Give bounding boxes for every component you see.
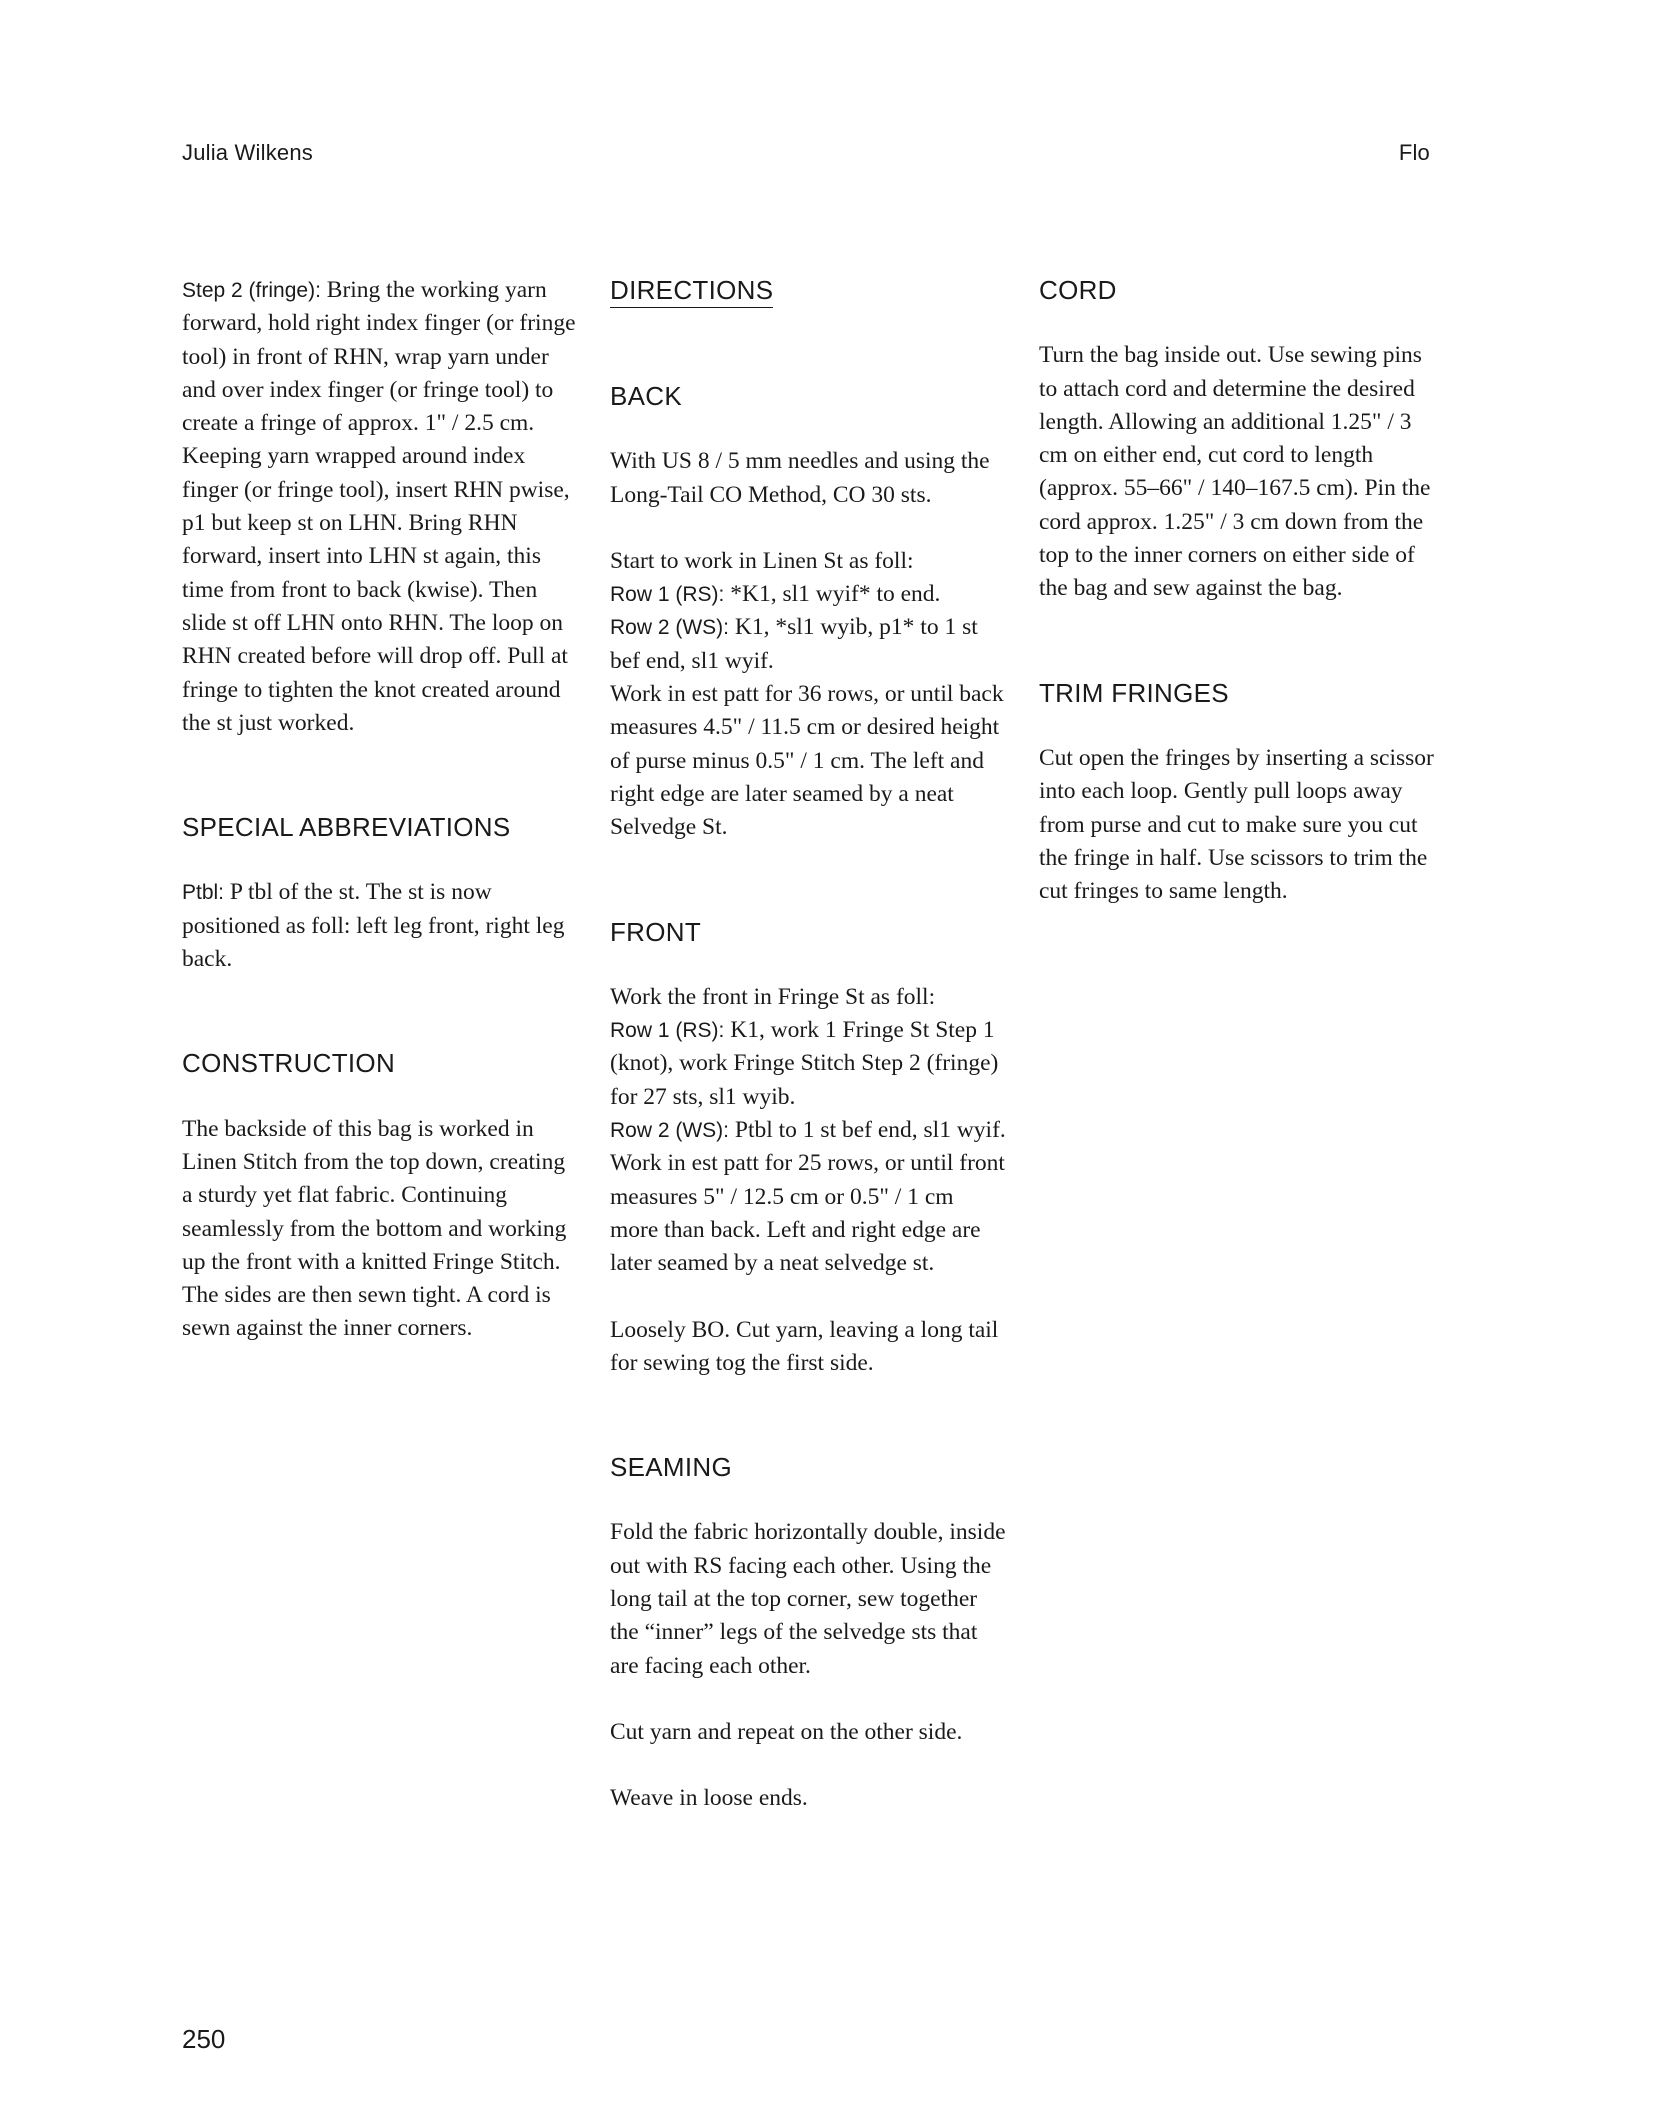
seaming-paragraph-3: Weave in loose ends. <box>610 1785 808 1812</box>
special-abbreviations-heading: SPECIAL ABBREVIATIONS <box>182 812 511 843</box>
back-intro: Start to work in Linen St as foll: <box>610 547 914 574</box>
cord-heading: CORD <box>1039 275 1117 305</box>
front-row2-text: Ptbl to 1 st bef end, sl1 wyif. <box>734 1117 1006 1144</box>
back-row2-text: K1, *sl1 wyib, p1* to 1 st bef end, sl1 wyif. <box>610 614 978 674</box>
front-bind-off-paragraph: Loosely BO. Cut yarn, leaving a long tail for sewing tog the first side. <box>610 1316 999 1376</box>
page-number: 250 <box>182 2024 226 2054</box>
front-heading: FRONT <box>610 916 702 947</box>
directions-heading <box>610 274 1006 308</box>
column-left <box>182 274 578 1346</box>
cord-paragraph: Turn the bag inside out. Use sewing pins to attach cord and determine the desired length. Allowing an additional 1.25" / 3 cm on either end, cut cord to length (approx. 55–66" / 140–167.5 cm). Pin the cord approx. 1.25" / 3 cm down from the top to the inner corners on either side of the bag and sew against the bag. <box>1039 342 1431 602</box>
back-row2-label: Row 2 (WS): <box>610 616 730 640</box>
back-row1-text: *K1, sl1 wyif* to end. <box>730 581 941 608</box>
running-head-title: Flo <box>1398 140 1430 165</box>
ptbl-label: Ptbl: <box>182 881 225 905</box>
back-heading: BACK <box>610 381 683 411</box>
column-right <box>1039 274 1435 908</box>
ptbl-paragraph <box>182 876 578 976</box>
seaming-heading: SEAMING <box>610 1452 733 1483</box>
front-pattern-paragraph <box>610 981 1006 1281</box>
front-continue-text: Work in est patt for 25 rows, or until front measures 5" / 12.5 cm or 0.5" / 1 cm more than back. Left and right edge are later seamed by a neat selvedge st. <box>610 1150 1005 1277</box>
trim-fringes-paragraph: Cut open the fringes by inserting a scissor into each loop. Gently pull loops away from purse and cut to make sure you cut the fringe in half. Use scissors to trim the cut fringes to same length. <box>1039 744 1434 905</box>
back-pattern-paragraph <box>610 545 1006 845</box>
front-intro: Work the front in Fringe St as foll: <box>610 983 936 1010</box>
seaming-paragraph-2: Cut yarn and repeat on the other side. <box>610 1718 963 1745</box>
construction-paragraph: The backside of this bag is worked in Linen Stitch from the top down, creating a sturdy yet flat fabric. Continuing seamlessly from the bottom and working up the front with a knitted Fringe Stitch. The sides are then sewn tight. A cord is sewn against the inner corners. <box>182 1115 567 1342</box>
directions-heading-text: DIRECTIONS <box>610 275 773 308</box>
trim-fringes-heading: TRIM FRINGES <box>1039 677 1229 708</box>
construction-heading: CONSTRUCTION <box>182 1048 396 1079</box>
step2-paragraph <box>182 274 578 740</box>
back-continue-text: Work in est patt for 36 rows, or until back measures 4.5" / 11.5 cm or desired height of purse minus 0.5" / 1 cm. The left and right edge are later seamed by a neat Selvedge St. <box>610 681 1004 841</box>
front-row2-label: Row 2 (WS): <box>610 1119 730 1143</box>
back-cast-on-paragraph: With US 8 / 5 mm needles and using the Long-Tail CO Method, CO 30 sts. <box>610 448 990 508</box>
running-head-author: Julia Wilkens <box>182 140 313 165</box>
front-row1-label: Row 1 (RS): <box>610 1019 725 1043</box>
step2-label: Step 2 (fringe): <box>182 279 321 302</box>
back-row1-label: Row 1 (RS): <box>610 583 725 607</box>
seaming-paragraph-1: Fold the fabric horizontally double, inside out with RS facing each other. Using the long tail at the top corner, sew together the “inner” legs of the selvedge sts that are facing each other. <box>610 1519 1006 1679</box>
front-row1-text: K1, work 1 Fringe St Step 1 (knot), work Fringe Stitch Step 2 (fringe) for 27 sts, sl1 wyib. <box>610 1017 999 1110</box>
column-middle <box>610 274 1006 1816</box>
ptbl-text: P tbl of the st. The st is now positioned as foll: left leg front, right leg back. <box>182 879 565 973</box>
step2-text: Bring the working yarn forward, hold right index finger (or fringe tool) in front of RHN, wrap yarn under and over index finger (or fringe tool) to create a fringe of approx. 1" / 2.5 cm. Keeping yarn wrapped around index finger (or fringe tool), insert RHN pwise, p1 but keep st on LHN. Bring RHN forward, insert into LHN st again, this time from front to back (kwise). Then slide st off LHN onto RHN. The loop on RHN created before will drop off. Pull at fringe to tighten the knot created around the st just worked. <box>182 277 576 736</box>
